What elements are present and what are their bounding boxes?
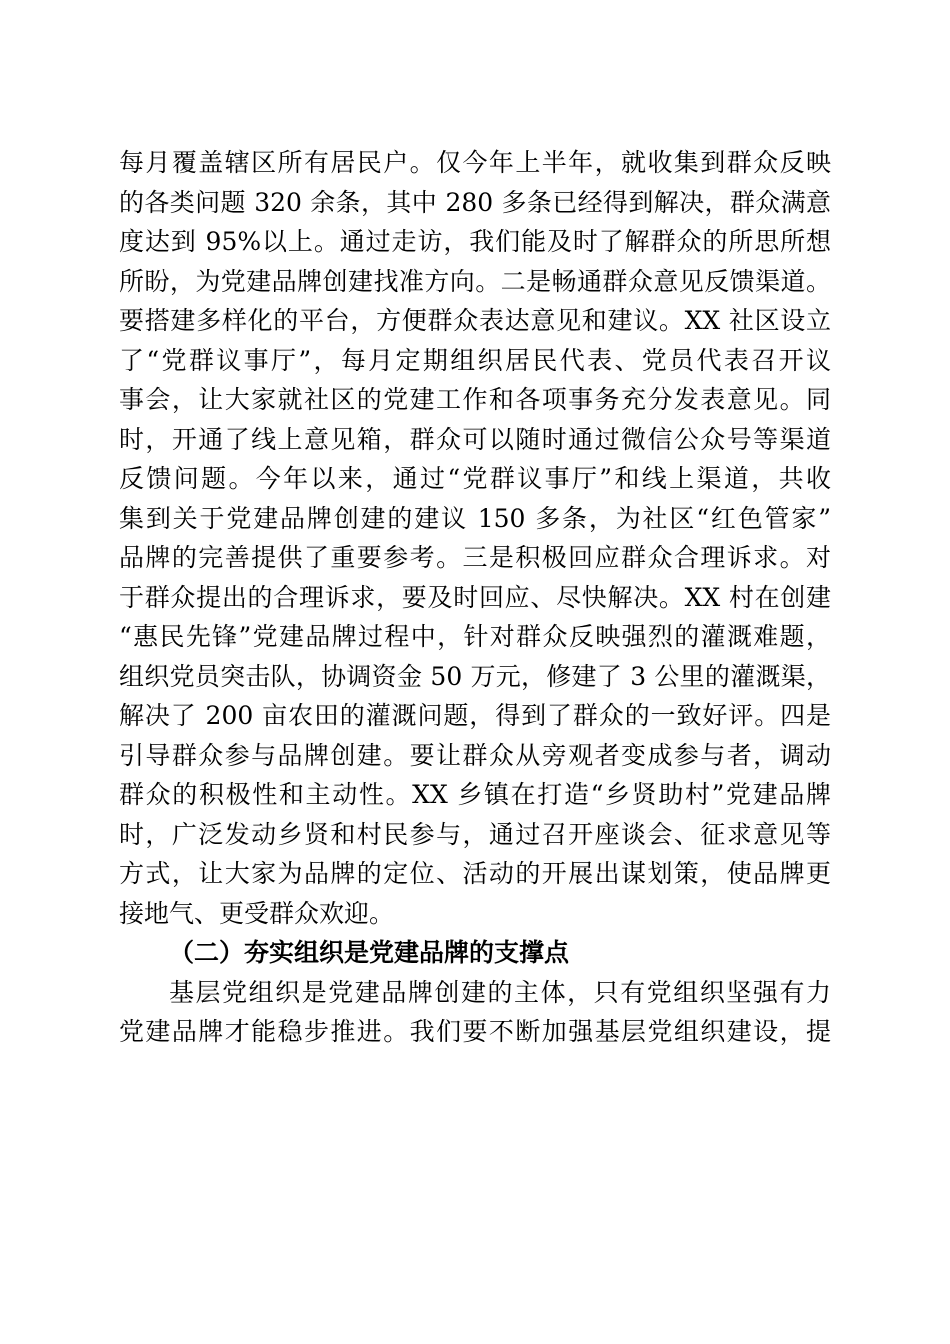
text-line: 集到关于党建品牌创建的建议 150 多条，为社区“红色管家” (119, 503, 831, 533)
text-line: 于群众提出的合理诉求，要及时回应、尽快解决。XX 村在创建 (119, 582, 831, 612)
body-text (119, 143, 831, 1052)
text-line: 度达到 95%以上。通过走访，我们能及时了解群众的所思所想 (119, 227, 831, 256)
text-line: 要搭建多样化的平台，方便群众表达意见和建议。XX 社区设立 (119, 306, 831, 335)
text-line: 时，开通了线上意见箱，群众可以随时通过微信公众号等渠道 (119, 424, 831, 454)
text-line: 所盼，为党建品牌创建找准方向。二是畅通群众意见反馈渠道。 (119, 266, 831, 296)
text-line: 群众的积极性和主动性。XX 乡镇在打造“乡贤助村”党建品牌 (119, 780, 831, 809)
text-line: “惠民先锋”党建品牌过程中，针对群众反映强烈的灌溉难题， (119, 622, 831, 651)
text-line: 解决了 200 亩农田的灌溉问题，得到了群众的一致好评。四是 (119, 701, 831, 730)
text-line: 时，广泛发动乡贤和村民参与，通过召开座谈会、征求意见等 (119, 819, 831, 849)
text-line: 事会，让大家就社区的党建工作和各项事务充分发表意见。同 (119, 385, 831, 414)
text-line: 的各类问题 320 余条，其中 280 多条已经得到解决，群众满意 (119, 187, 831, 217)
text-line: 每月覆盖辖区所有居民户。仅今年上半年，就收集到群众反映 (119, 148, 831, 177)
text-line: 引导群众参与品牌创建。要让群众从旁观者变成参与者，调动 (119, 740, 831, 770)
text-line: 反馈问题。今年以来，通过“党群议事厅”和线上渠道，共收 (119, 464, 831, 493)
text-line: 基层党组织是党建品牌创建的主体，只有党组织坚强有力 (169, 977, 831, 1007)
section-heading: （二）夯实组织是党建品牌的支撑点 (169, 938, 570, 967)
text-line: 品牌的完善提供了重要参考。三是积极回应群众合理诉求。对 (119, 543, 831, 572)
text-line: 组织党员突击队，协调资金 50 万元，修建了 3 公里的灌溉渠， (119, 661, 831, 691)
text-line: 接地气、更受群众欢迎。 (119, 898, 395, 928)
text-line: 方式，让大家为品牌的定位、活动的开展出谋划策，使品牌更 (119, 859, 831, 888)
text-line: 了“党群议事厅”，每月定期组织居民代表、党员代表召开议 (119, 345, 831, 375)
text-line: 党建品牌才能稳步推进。我们要不断加强基层党组织建设，提 (119, 1017, 831, 1046)
